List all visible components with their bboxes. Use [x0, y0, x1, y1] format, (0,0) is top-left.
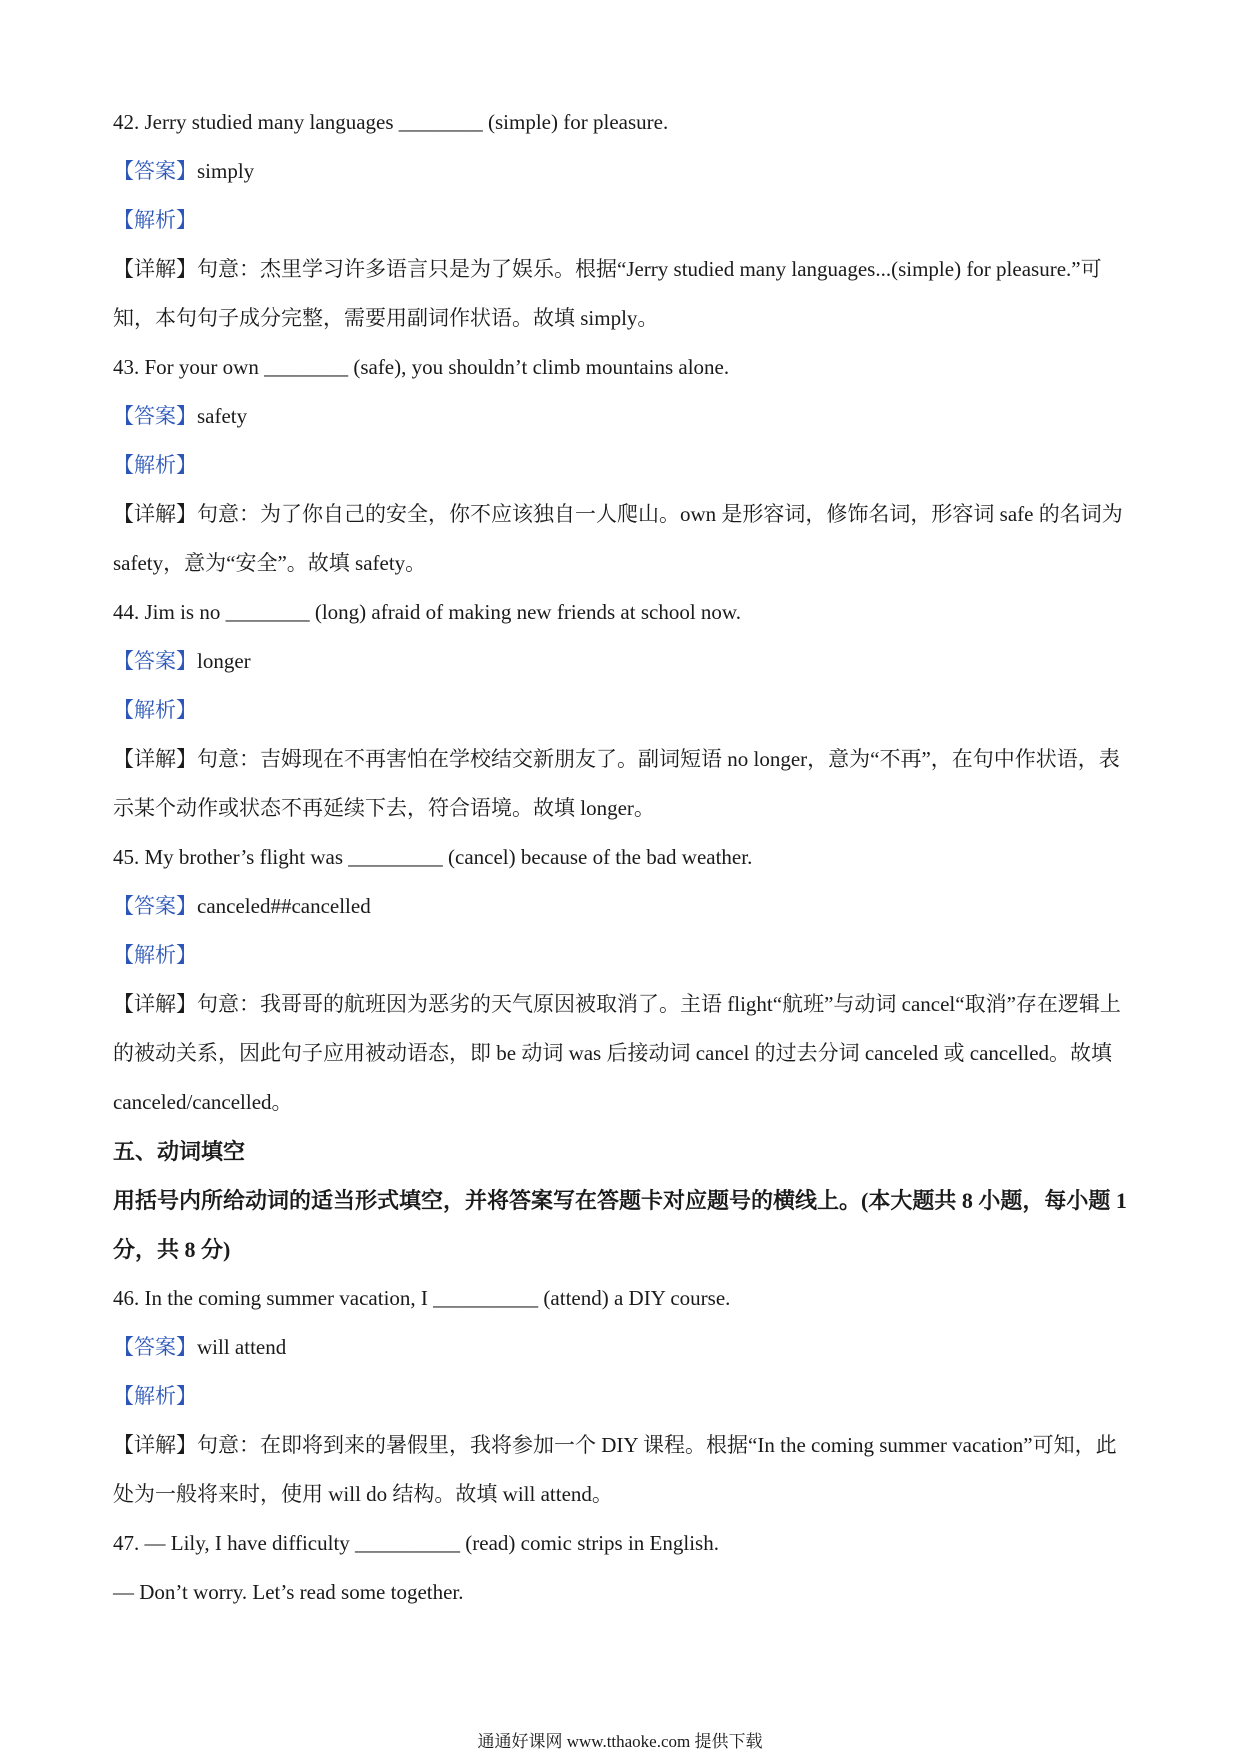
question-43: 43. For your own ________ (safe), you shouldn’t climb mountains alone.: [113, 355, 730, 379]
detail-46: [113, 1421, 1133, 1519]
question-47: 47. — Lily, I have difficulty __________ (read) comic strips in English.: [113, 1531, 719, 1555]
answer-tag: 【答案】: [113, 649, 197, 673]
answer-text: simply: [197, 159, 255, 183]
answer-text: safety: [197, 404, 248, 428]
detail-tag: 【详解】: [113, 1433, 197, 1457]
detail-text: 句意：在即将到来的暑假里，我将参加一个 DIY 课程。根据“In the coming summer vacation”可知，此处为一般将来时，使用 will do 结构。故填 will attend。: [113, 1433, 1117, 1506]
detail-tag: 【详解】: [113, 747, 197, 771]
analysis-tag-42: 【解析】: [113, 208, 197, 232]
detail-43: [113, 490, 1133, 588]
analysis-tag-44: 【解析】: [113, 698, 197, 722]
analysis-tag-45: 【解析】: [113, 943, 197, 967]
detail-text: 句意：我哥哥的航班因为恶劣的天气原因被取消了。主语 flight“航班”与动词 cancel“取消”存在逻辑上的被动关系，因此句子应用被动语态，即 be 动词 was 后接动词 cancel 的过去分词 canceled 或 cancelled。故填 canceled/cancelled。: [113, 992, 1121, 1114]
answer-tag: 【答案】: [113, 894, 197, 918]
detail-text: 句意：杰里学习许多语言只是为了娱乐。根据“Jerry studied many languages...(simple) for pleasure.”可知，本句句子成分完整，需要用副词作状语。故填 simply。: [113, 257, 1102, 330]
answer-text: will attend: [197, 1335, 287, 1359]
question-45: 45. My brother’s flight was _________ (cancel) because of the bad weather.: [113, 845, 753, 869]
section-instruction: 用括号内所给动词的适当形式填空，并将答案写在答题卡对应题号的横线上。(本大题共 8 小题，每小题 1 分，共 8 分): [113, 1188, 1127, 1262]
answer-row-45: [113, 882, 1133, 931]
detail-text: 句意：吉姆现在不再害怕在学校结交新朋友了。副词短语 no longer，意为“不再”，在句中作状语，表示某个动作或状态不再延续下去，符合语境。故填 longer。: [113, 747, 1120, 820]
answer-tag: 【答案】: [113, 159, 197, 183]
detail-text: 句意：为了你自己的安全，你不应该独自一人爬山。own 是形容词，修饰名词，形容词 safe 的名词为 safety，意为“安全”。故填 safety。: [113, 502, 1123, 575]
question-44: 44. Jim is no ________ (long) afraid of making new friends at school now.: [113, 600, 741, 624]
answer-text: longer: [197, 649, 251, 673]
answer-text: canceled##cancelled: [197, 894, 371, 918]
detail-tag: 【详解】: [113, 502, 197, 526]
detail-44: [113, 735, 1133, 833]
answer-row-42: [113, 147, 1133, 196]
section-title: 五、动词填空: [113, 1139, 246, 1164]
answer-row-46: [113, 1323, 1133, 1372]
question-47-reply: — Don’t worry. Let’s read some together.: [113, 1580, 464, 1604]
answer-tag: 【答案】: [113, 1335, 197, 1359]
page-footer: 通通好课网 www.tthaoke.com 提供下载: [477, 1732, 763, 1751]
answer-row-44: [113, 637, 1133, 686]
detail-tag: 【详解】: [113, 257, 197, 281]
question-46: 46. In the coming summer vacation, I __________ (attend) a DIY course.: [113, 1286, 731, 1310]
detail-45: [113, 980, 1133, 1127]
analysis-tag-46: 【解析】: [113, 1384, 197, 1408]
detail-tag: 【详解】: [113, 992, 197, 1016]
document-body: [113, 98, 1133, 1617]
answer-tag: 【答案】: [113, 404, 197, 428]
analysis-tag-43: 【解析】: [113, 453, 197, 477]
answer-row-43: [113, 392, 1133, 441]
detail-42: [113, 245, 1133, 343]
question-42: 42. Jerry studied many languages ________ (simple) for pleasure.: [113, 110, 669, 134]
